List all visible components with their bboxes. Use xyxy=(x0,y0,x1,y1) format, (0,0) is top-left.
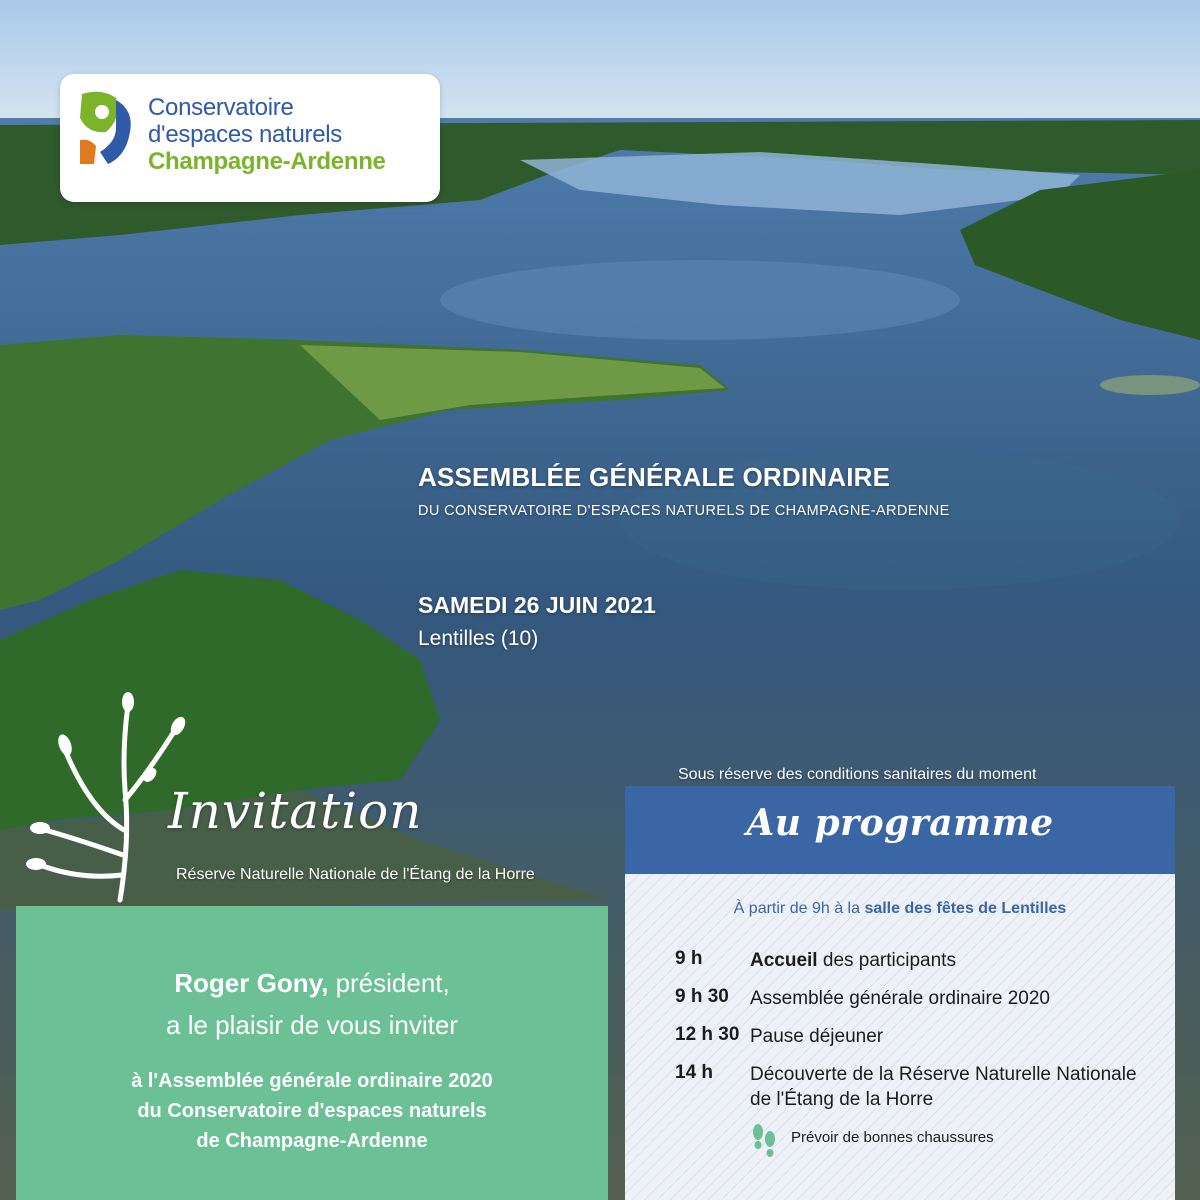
program-activity-rest: Assemblée générale ordinaire 2020 xyxy=(750,988,1050,1009)
program-activity xyxy=(750,986,1150,1011)
program-activity xyxy=(750,1024,1150,1049)
invitation-heading: Invitation xyxy=(168,782,423,840)
host-line-5: de Champagne-Ardenne xyxy=(196,1130,428,1152)
host-role: président, xyxy=(328,968,450,998)
program-intro-place: salle des fêtes de Lentilles xyxy=(864,900,1067,917)
host-line-3: à l'Assemblée générale ordinaire 2020 xyxy=(131,1070,493,1092)
reserve-caption: Réserve Naturelle Nationale de l'Étang de la Horre xyxy=(176,866,535,883)
program-header xyxy=(625,786,1175,874)
host-line-2: a le plaisir de vous inviter xyxy=(166,1010,458,1040)
event-place: Lentilles (10) xyxy=(418,627,539,650)
host-name: Roger Gony, xyxy=(174,968,329,998)
program-activity-rest: Découverte de la Réserve Naturelle Nationale de l'Étang de la Horre xyxy=(750,1064,1137,1110)
logo-line-2: d'espaces naturels xyxy=(148,121,342,148)
program-title: Au programme xyxy=(746,802,1054,844)
program-activity xyxy=(750,1062,1150,1112)
program-activity-rest: des participants xyxy=(817,950,956,971)
program-activity-rest: Pause déjeuner xyxy=(750,1026,884,1047)
event-subtitle: DU CONSERVATOIRE D'ESPACES NATURELS DE CHAMPAGNE-ARDENNE xyxy=(418,503,950,519)
program-intro-prefix: À partir de 9h à la xyxy=(733,900,865,917)
conservatoire-leaf-icon xyxy=(76,88,136,166)
program-card xyxy=(625,786,1175,1200)
event-title: ASSEMBLÉE GÉNÉRALE ORDINAIRE xyxy=(418,462,891,492)
footprints-icon xyxy=(749,1122,779,1162)
sanitary-note: Sous réserve des conditions sanitaires du moment xyxy=(678,766,1037,783)
conservatoire-logo xyxy=(60,74,440,202)
program-time: 12 h 30 xyxy=(675,1024,740,1045)
program-note: Prévoir de bonnes chaussures xyxy=(791,1129,994,1146)
logo-line-3: Champagne-Ardenne xyxy=(148,148,386,175)
program-activity xyxy=(750,948,1150,973)
host-line-4: du Conservatoire d'espaces naturels xyxy=(137,1100,487,1122)
program-time: 9 h 30 xyxy=(675,986,729,1007)
event-date: SAMEDI 26 JUIN 2021 xyxy=(418,592,656,618)
program-activity-bold: Accueil xyxy=(750,950,818,971)
logo-line-1: Conservatoire xyxy=(148,94,294,121)
host-line-1 xyxy=(16,968,608,999)
host-details xyxy=(16,1066,608,1156)
event-heading xyxy=(418,462,950,519)
program-time: 9 h xyxy=(675,948,703,969)
program-time: 14 h xyxy=(675,1062,714,1083)
program-intro xyxy=(625,900,1175,918)
host-invitation-card xyxy=(16,906,608,1200)
